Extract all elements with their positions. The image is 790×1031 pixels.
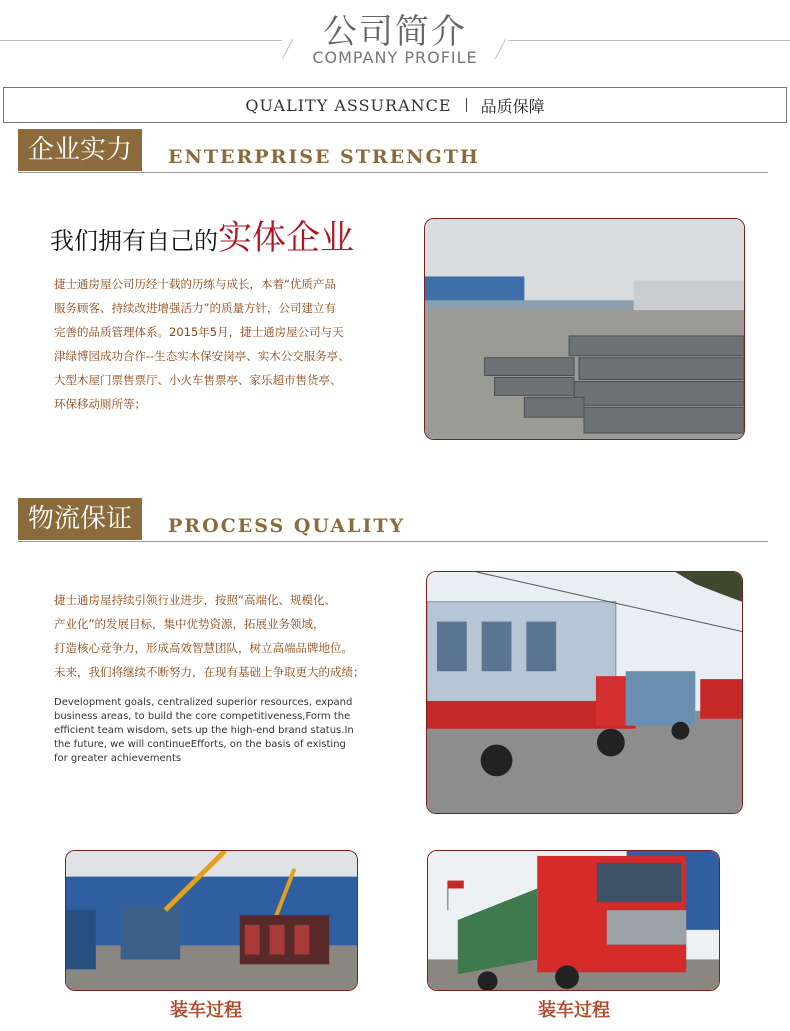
- quality-assurance-bar: [3, 87, 787, 123]
- text-line: 捷士通房屋公司历经十载的历练与成长，本着“优质产品: [54, 277, 336, 291]
- section-process-quality-header: [18, 498, 768, 542]
- divider: [466, 98, 467, 112]
- section-cn-label: 物流保证: [18, 498, 142, 540]
- text-line: 大型木屋门票售票厅、小火车售票亭、家乐超市售货亭、: [54, 373, 342, 387]
- text-line: efficient team wisdom, sets up the high-end brand status.In: [54, 725, 354, 736]
- quality-assurance-cn: 品质保障: [480, 96, 545, 116]
- text-line: 津绿博园成功合作--生态实木保安岗亭、实木公交服务亭、: [54, 349, 350, 363]
- truck-photo: [427, 850, 720, 991]
- loading-caption-left: 装车过程: [170, 1000, 242, 1021]
- headline-part-2: 实体企业: [218, 218, 354, 258]
- text-line: the future, we will continueEfforts, on the basis of existing: [54, 739, 346, 750]
- text-line: 未来，我们将继续不断努力，在现有基础上争取更大的成绩；: [54, 665, 365, 679]
- loading-caption-right: 装车过程: [538, 1000, 610, 1021]
- text-line: 环保移动厕所等；: [54, 397, 146, 411]
- crane-loading-photo: [65, 850, 358, 991]
- section-cn-label: 企业实力: [18, 129, 142, 171]
- section-en-label: PROCESS QUALITY: [168, 515, 406, 537]
- section-enterprise-strength-header: [18, 129, 768, 173]
- quality-assurance-en: QUALITY ASSURANCE: [245, 95, 452, 115]
- section-en-label: ENTERPRISE STRENGTH: [168, 146, 480, 168]
- text-line: Development goals, centralized superior resources, expand: [54, 697, 353, 708]
- text-line: 捷士通房屋持续引领行业进步，按照“高端化、规模化、: [54, 593, 336, 607]
- enterprise-description: [54, 272, 350, 416]
- headline-part-1: 我们拥有自己的: [50, 227, 218, 255]
- enterprise-headline: [50, 210, 354, 259]
- page-title: 公司简介: [323, 12, 467, 52]
- text-line: 产业化”的发展目标，集中优势资源，拓展业务领域，: [54, 617, 325, 631]
- page-subtitle: COMPANY PROFILE: [312, 48, 478, 67]
- text-line: 打造核心竞争力，形成高效智慧团队，树立高端品牌地位。: [54, 641, 353, 655]
- process-description: [54, 588, 365, 684]
- process-description-en: [54, 696, 354, 766]
- truck-transport-photo: [426, 571, 743, 814]
- text-line: business areas, to build the core competitiveness,Form the: [54, 711, 351, 722]
- factory-yard-photo: [424, 218, 745, 440]
- text-line: 服务顾客、持续改进增强活力”的质量方针，公司建立有: [54, 301, 336, 315]
- text-line: for greater achievements: [54, 753, 182, 764]
- text-line: 完善的品质管理体系。2015年5月，捷士通房屋公司与天: [54, 325, 344, 339]
